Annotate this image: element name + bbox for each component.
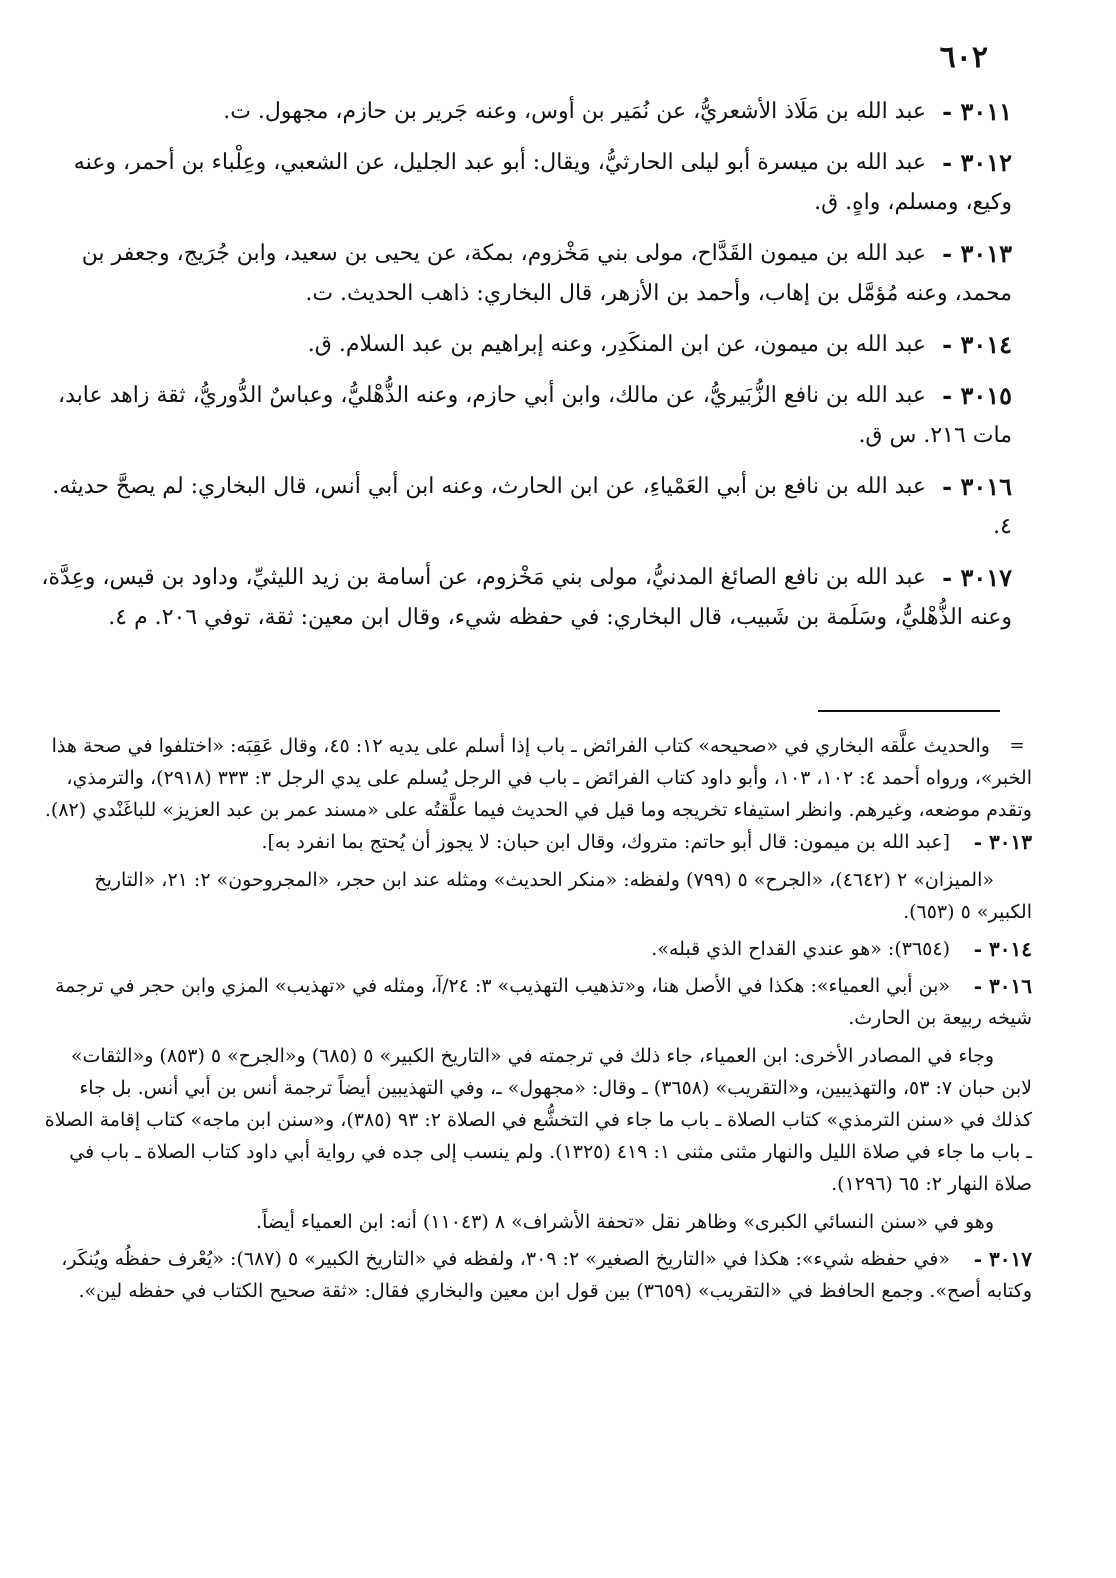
footnote-number: ٣٠١٦ - [973,974,1032,998]
footnote-3014 [40,933,1032,965]
entry-text: عبد الله بن مَلَاذ الأشعريُّ، عن نُمَير بن أوس، وعنه جَرير بن حازم، مجهول. ت. [223,99,926,124]
entry-text: عبد الله بن نافع الصائغ المدنيُّ، مولى بني مَخْزوم، عن أسامة بن زيد الليثيِّ، وداود بن قيس، وعِدَّة، وعنه الذُّهْليُّ، وسَلَمة بن شَبيب، قال البخاري: في حفظه شيء، وقال ابن معين: ثقة، توفي ٢٠٦. م ٤. [41,565,1012,630]
continuation-mark: = [1009,735,1025,756]
footnote-number: ٣٠١٤ - [973,937,1032,961]
footnote-paragraph: وهو في «سنن النسائي الكبرى» وظاهر نقل «تحفة الأشراف» ٨ (١١٠٤٣) أنه: ابن العمياء أيضاً. [256,1211,994,1233]
entry-number: ٣٠١١ - [942,97,1012,126]
entry-3017 [40,558,1012,638]
entry-text: عبد الله بن نافع بن أبي العَمْياءِ، عن ابن الحارث، وعنه ابن أبي أنس، قال البخاري: لم يصحَّ حديثه. ٤. [52,474,1012,539]
footnote-3016 [40,970,1032,1238]
footnote-3017 [40,1243,1032,1307]
footnote-paragraph: «الميزان» ٢ (٤٦٤٢)، «الجرح» ٥ (٧٩٩) ولفظه: «منكر الحديث» ومثله عند ابن حجر، «المجروحون» ٢: ٢١، «التاريخ الكبير» ٥ (٦٥٣). [94,869,1032,923]
footnote-text: [عبد الله بن ميمون: قال أبو حاتم: متروك، وقال ابن حبان: لا يجوز أن يُحتج بما انفرد به]. [261,831,950,853]
entry-text: عبد الله بن ميمون، عن ابن المنكَدِر، وعنه إبراهيم بن عبد السلام. ق. [307,332,926,357]
footnotes [40,730,1032,1312]
entry-text: عبد الله بن ميمون القَدَّاح، مولى بني مَخْزوم، بمكة، عن يحيى بن سعيد، وابن جُرَيج، وجعفر بن محمد، وعنه مُؤمَّل بن إهاب، وأحمد بن الأزهر، قال البخاري: ذاهب الحديث. ت. [81,241,1012,306]
entry-number: ٣٠١٣ - [942,239,1012,268]
footnote-paragraph: وجاء في المصادر الأخرى: ابن العمياء، جاء ذلك في ترجمته في «التاريخ الكبير» ٥ (٦٨٥) و«الجرح» ٥ (٨٥٣) و«الثقات» لابن حبان ٧: ٥٣، والتهذيبين، و«التقريب» (٣٦٥٨) ـ وقال: «مجهول» ـ، وفي التهذيبين أيضاً ترجمة أنس بن أبي أنس. بل جاء كذلك في «سنن الترمذي» كتاب الصلاة ـ باب ما جاء في التخشُّع في الصلاة ٢: ٩٣ (٣٨٥)، و«سنن ابن ماجه» كتاب إقامة الصلاة ـ باب ما جاء في صلاة الليل والنهار مثنى مثنى ١: ٤١٩ (١٣٢٥). ولم ينسب إلى جده في رواية أبي داود كتاب الصلاة ـ باب في صلاة النهار ٢: ٦٥ (١٢٩٦). [44,1045,1032,1195]
footnote-text: (٣٦٥٤): «هو عندي القداح الذي قبله». [651,938,950,960]
entry-number: ٣٠١٧ - [942,563,1012,592]
entry-3013 [40,234,1012,314]
entry-text: عبد الله بن ميسرة أبو ليلى الحارثيُّ، ويقال: أبو عبد الجليل، عن الشعبي، وعِلْباء بن أحمر، وعنه وكيع، ومسلم، واهٍ. ق. [73,150,1012,215]
footnote-3013 [40,826,1032,928]
entry-number: ٣٠١٤ - [942,330,1012,359]
entry-number: ٣٠١٥ - [942,381,1012,410]
footnote-text: «بن أبي العمياء»: هكذا في الأصل هنا، و«تذهيب التهذيب» ٣: ٢٤/آ، ومثله في «تهذيب» المزي وابن حجر في ترجمة شيخه ربيعة بن الحارث. [54,975,1032,1029]
main-text [40,92,1012,649]
entry-number: ٣٠١٢ - [942,148,1012,177]
footnote-number: ٣٠١٧ - [973,1247,1032,1271]
entry-3016 [40,467,1012,547]
footnote-text: «في حفظه شيء»: هكذا في «التاريخ الصغير» ٢: ٣٠٩، ولفظه في «التاريخ الكبير» ٥ (٦٨٧): «يُعْرف حفظُه ويُنكَر، وكتابه أصح». وجمع الحافظ في «التقريب» (٣٦٥٩) بين قول ابن معين والبخاري فقال: «ثقة صحيح الكتاب في حفظه لين». [61,1248,1032,1302]
footnote-text: والحديث علَّقه البخاري في «صحيحه» كتاب الفرائض ـ باب إذا أسلم على يديه ١٢: ٤٥، وقال عَقِبَه: «اختلفوا في صحة هذا الخبر»، ورواه أحمد ٤: ١٠٢، ١٠٣، وأبو داود كتاب الفرائض ـ باب في الرجل يُسلم على يدي الرجل ٣: ٣٣٣ (٢٩١٨)، والترمذي، وتقدم موضعه، وغيرهم. وانظر استيفاء تخريجه وما قيل في الحديث فيما علَّقتُه على «مسند عمر بن عبد العزيز» للباغَنْدي (٨٢). [44,735,1032,821]
entry-3014 [40,325,1012,365]
footnote-continuation [40,730,1032,826]
entry-3015 [40,376,1012,456]
entry-3011 [40,92,1012,132]
entry-text: عبد الله بن نافع الزُّبَيريُّ، عن مالك، وابن أبي حازم، وعنه الذُّهْليُّ، وعباسٌ الدُّوريُّ، ثقة زاهد عابد، مات ٢١٦. س ق. [57,383,1012,448]
footnote-divider [818,710,1000,712]
page-number: ٦٠٢ [939,40,988,75]
entry-3012 [40,143,1012,223]
entry-number: ٣٠١٦ - [942,472,1012,501]
footnote-number: ٣٠١٣ - [973,830,1032,854]
